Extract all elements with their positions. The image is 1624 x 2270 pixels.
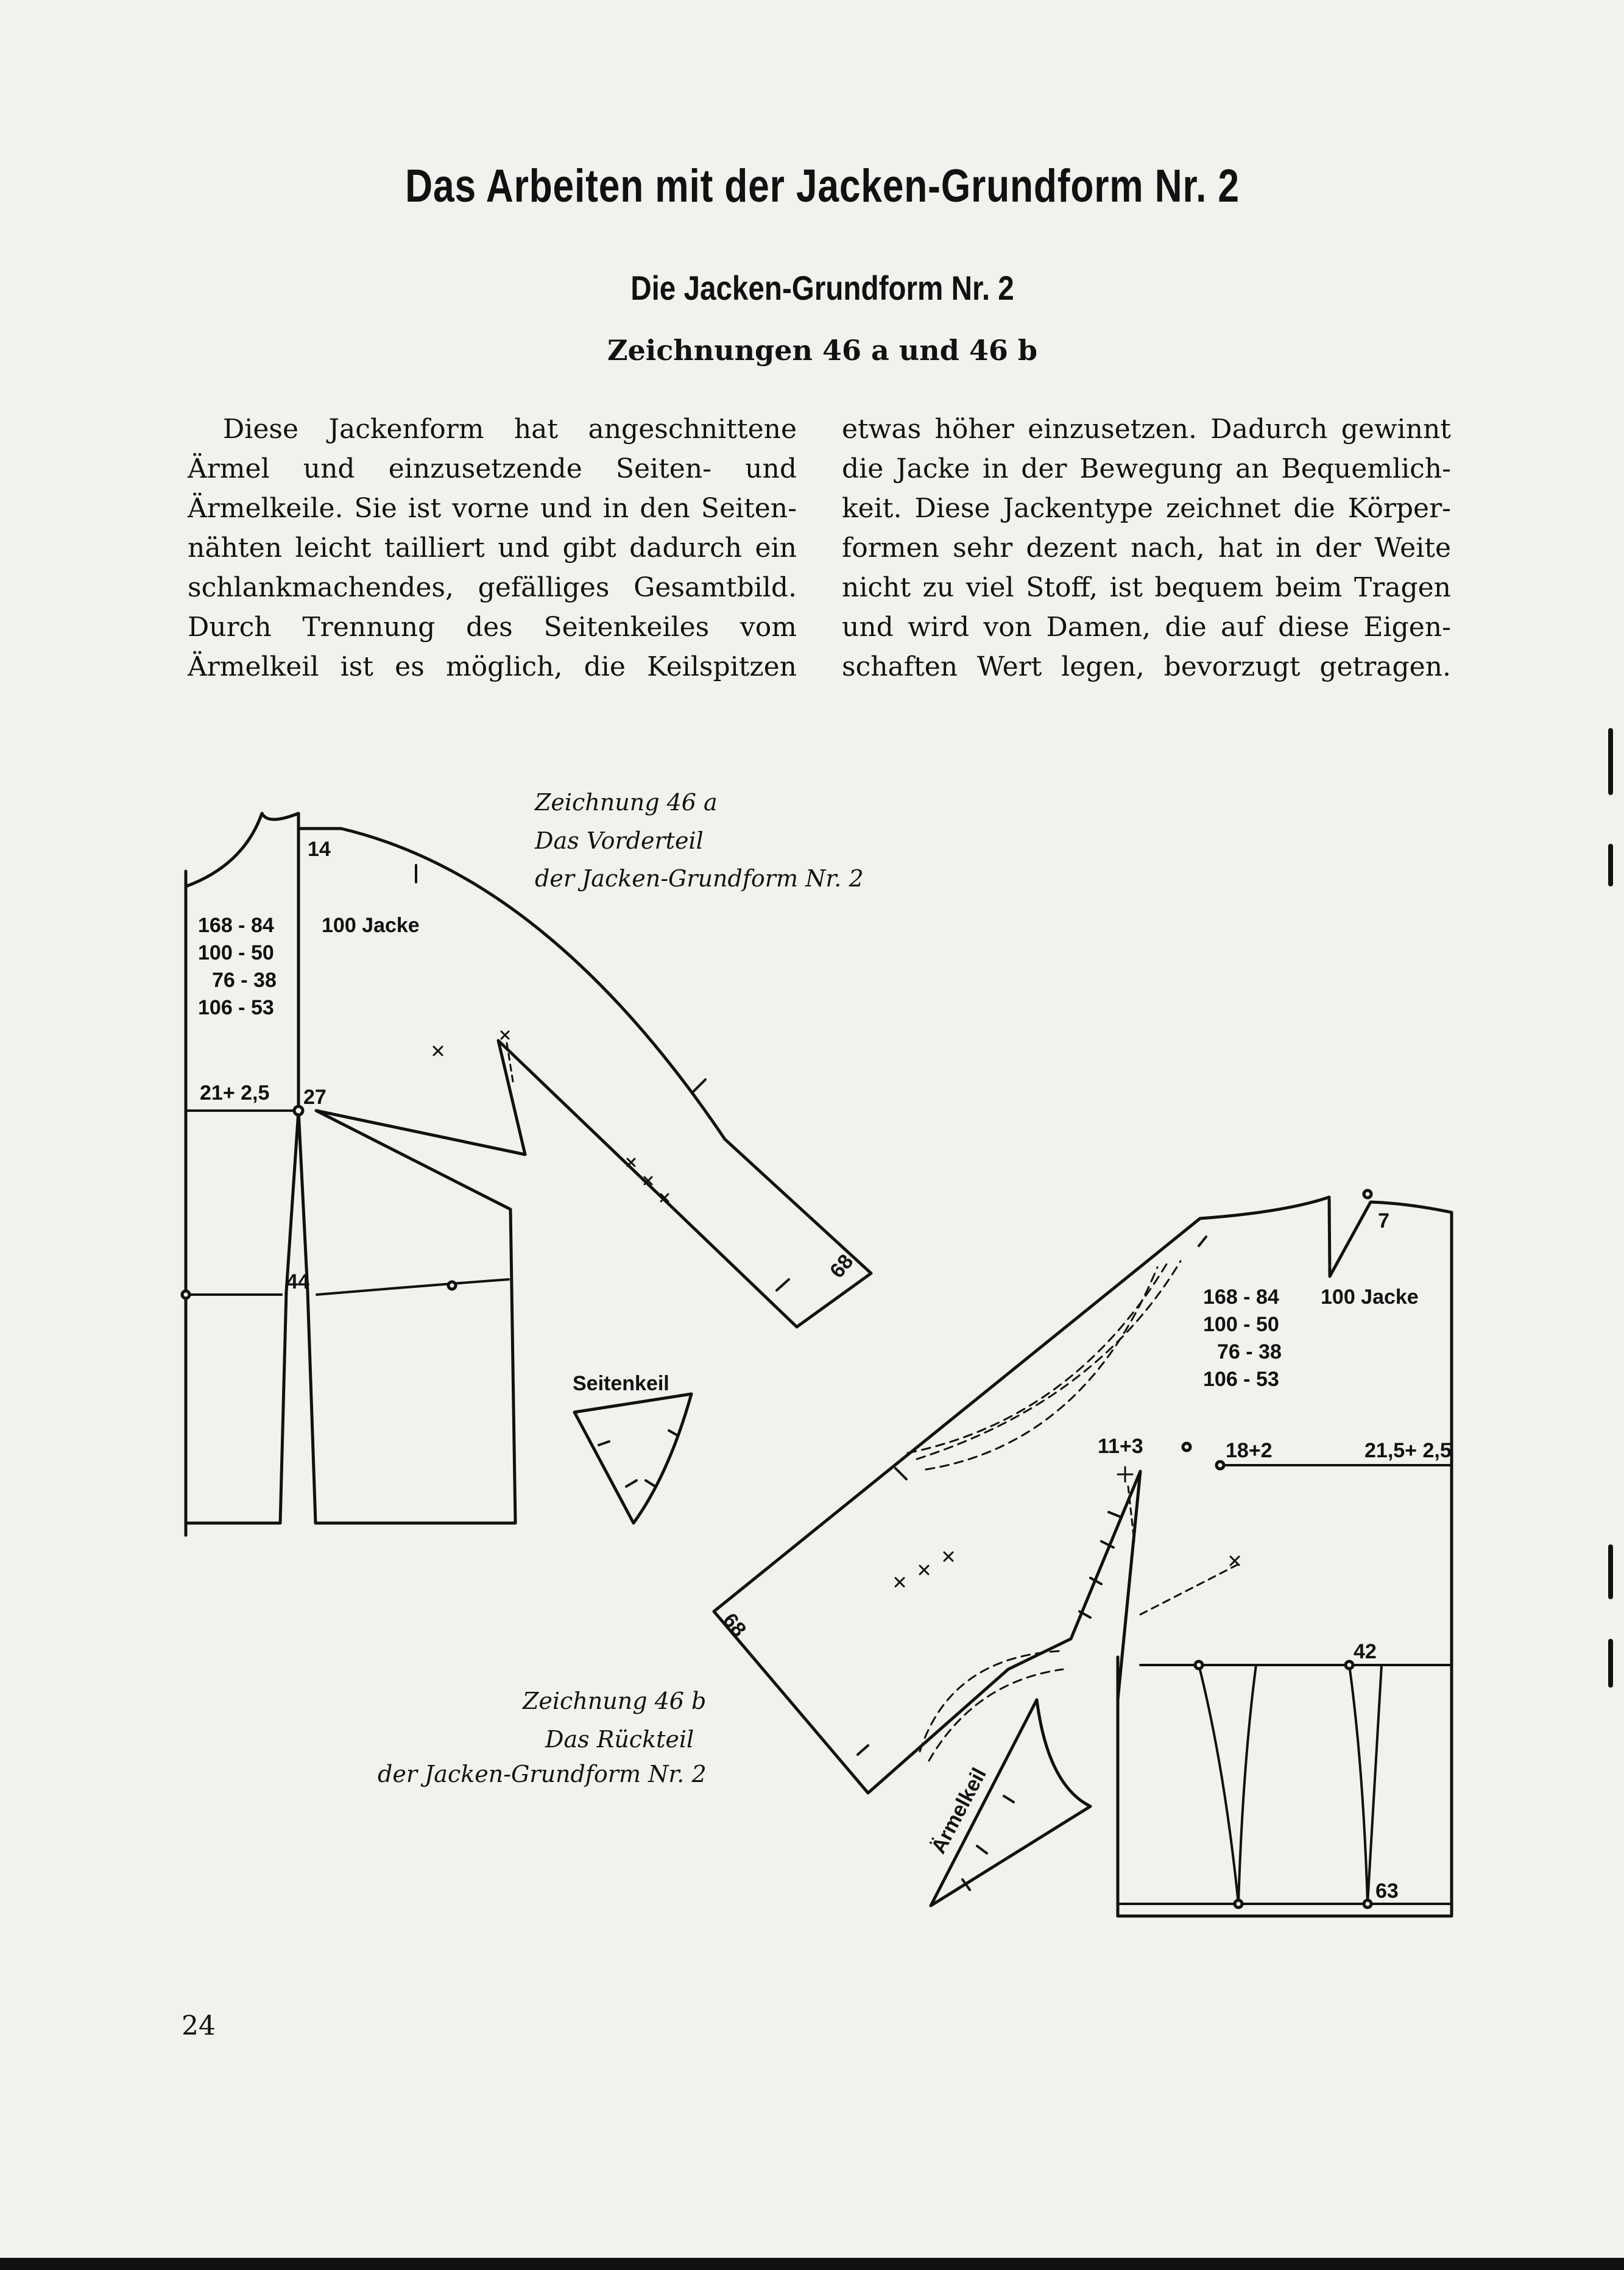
fig-a-measure-4: 106 - 53 [198, 996, 274, 1019]
fig-b-measure-4: 106 - 53 [1203, 1368, 1279, 1391]
seitenkeil-label: Seitenkeil [573, 1372, 669, 1395]
fig-b-measure-1: 168 - 84 [1203, 1285, 1279, 1309]
text-line: etwas höher einzusetzen. Dadurch gewinnt [842, 414, 1451, 445]
fig-b-label-18: 18+2 [1226, 1439, 1273, 1462]
text-line: Durch Trennung des Seitenkeiles vom [188, 612, 797, 643]
fig-a-measure-2: 100 - 50 [198, 941, 274, 964]
drawings-reference: Zeichnungen 46 a und 46 b [607, 334, 1038, 367]
text-line: nicht zu viel Stoff, ist bequem beim Tragen [842, 572, 1451, 603]
aermelkeil-label: Ärmelkeil [927, 1764, 991, 1858]
fig-b-label-63: 63 [1375, 1879, 1399, 1903]
binding-mark [1608, 1544, 1613, 1599]
section-title: Die Jacken-Grundform Nr. 2 [630, 269, 1014, 307]
page-edge [0, 2258, 1624, 2270]
front-piece-drawing [182, 813, 871, 1535]
text-line: Ärmel und einzusetzende Seiten- und [188, 453, 797, 484]
fig-b-label-68: 68 [718, 1608, 751, 1642]
text-line: keit. Diese Jackentype zeichnet die Körper- [842, 493, 1451, 524]
text-line: formen sehr dezent nach, hat in der Weite [842, 532, 1451, 564]
fig-a-label-27: 27 [303, 1086, 327, 1109]
fig-a-measure-1: 168 - 84 [198, 914, 274, 937]
text-line: Diese Jackenform hat angeschnittene [223, 414, 797, 445]
page-number: 24 [182, 2010, 216, 2042]
fig-a-label-14: 14 [308, 838, 331, 861]
fig-a-size-label: 100 Jacke [322, 914, 420, 937]
binding-mark [1608, 1639, 1613, 1688]
page-title: Das Arbeiten mit der Jacken-Grundform Nr. 2 [405, 160, 1240, 212]
fig-b-label-215: 21,5+ 2,5 [1365, 1439, 1452, 1462]
fig-a-caption-2: Das Vorderteil [535, 827, 704, 854]
fig-b-label-11: 11+3 [1098, 1435, 1143, 1458]
binding-mark [1608, 728, 1613, 795]
fig-a-measure-3: 76 - 38 [212, 969, 277, 992]
fig-a-caption-3: der Jacken-Grundform Nr. 2 [535, 865, 864, 892]
text-line: Ärmelkeil ist es möglich, die Keilspitzen [188, 651, 797, 682]
text-line: und wird von Damen, die auf diese Eigen- [842, 612, 1451, 643]
text-line: schaften Wert legen, bevorzugt getragen. [842, 651, 1451, 682]
fig-b-size-label: 100 Jacke [1321, 1285, 1419, 1309]
fig-b-measure-3: 76 - 38 [1217, 1340, 1282, 1363]
fig-b-caption-1: Zeichnung 46 b [523, 1688, 707, 1714]
text-line: Ärmelkeile. Sie ist vorne und in den Seiten- [188, 493, 797, 524]
fig-a-label-44: 44 [286, 1270, 309, 1293]
text-line: nähten leicht tailliert und gibt dadurch ein [188, 532, 797, 564]
fig-b-caption-3: der Jacken-Grundform Nr. 2 [378, 1761, 707, 1787]
fig-b-measure-2: 100 - 50 [1203, 1313, 1279, 1336]
fig-a-label-68: 68 [825, 1250, 858, 1283]
text-line: die Jacke in der Bewegung an Bequemlich- [842, 453, 1451, 484]
binding-mark [1608, 844, 1613, 886]
fig-a-chest-label: 21+ 2,5 [200, 1081, 270, 1105]
text-line: schlankmachendes, gefälliges Gesamtbild. [188, 572, 797, 603]
fig-b-label-7: 7 [1378, 1209, 1389, 1232]
fig-a-caption-1: Zeichnung 46 a [535, 789, 718, 816]
fig-b-caption-2: Das Rückteil [545, 1726, 694, 1753]
fig-b-label-42: 42 [1354, 1640, 1377, 1663]
